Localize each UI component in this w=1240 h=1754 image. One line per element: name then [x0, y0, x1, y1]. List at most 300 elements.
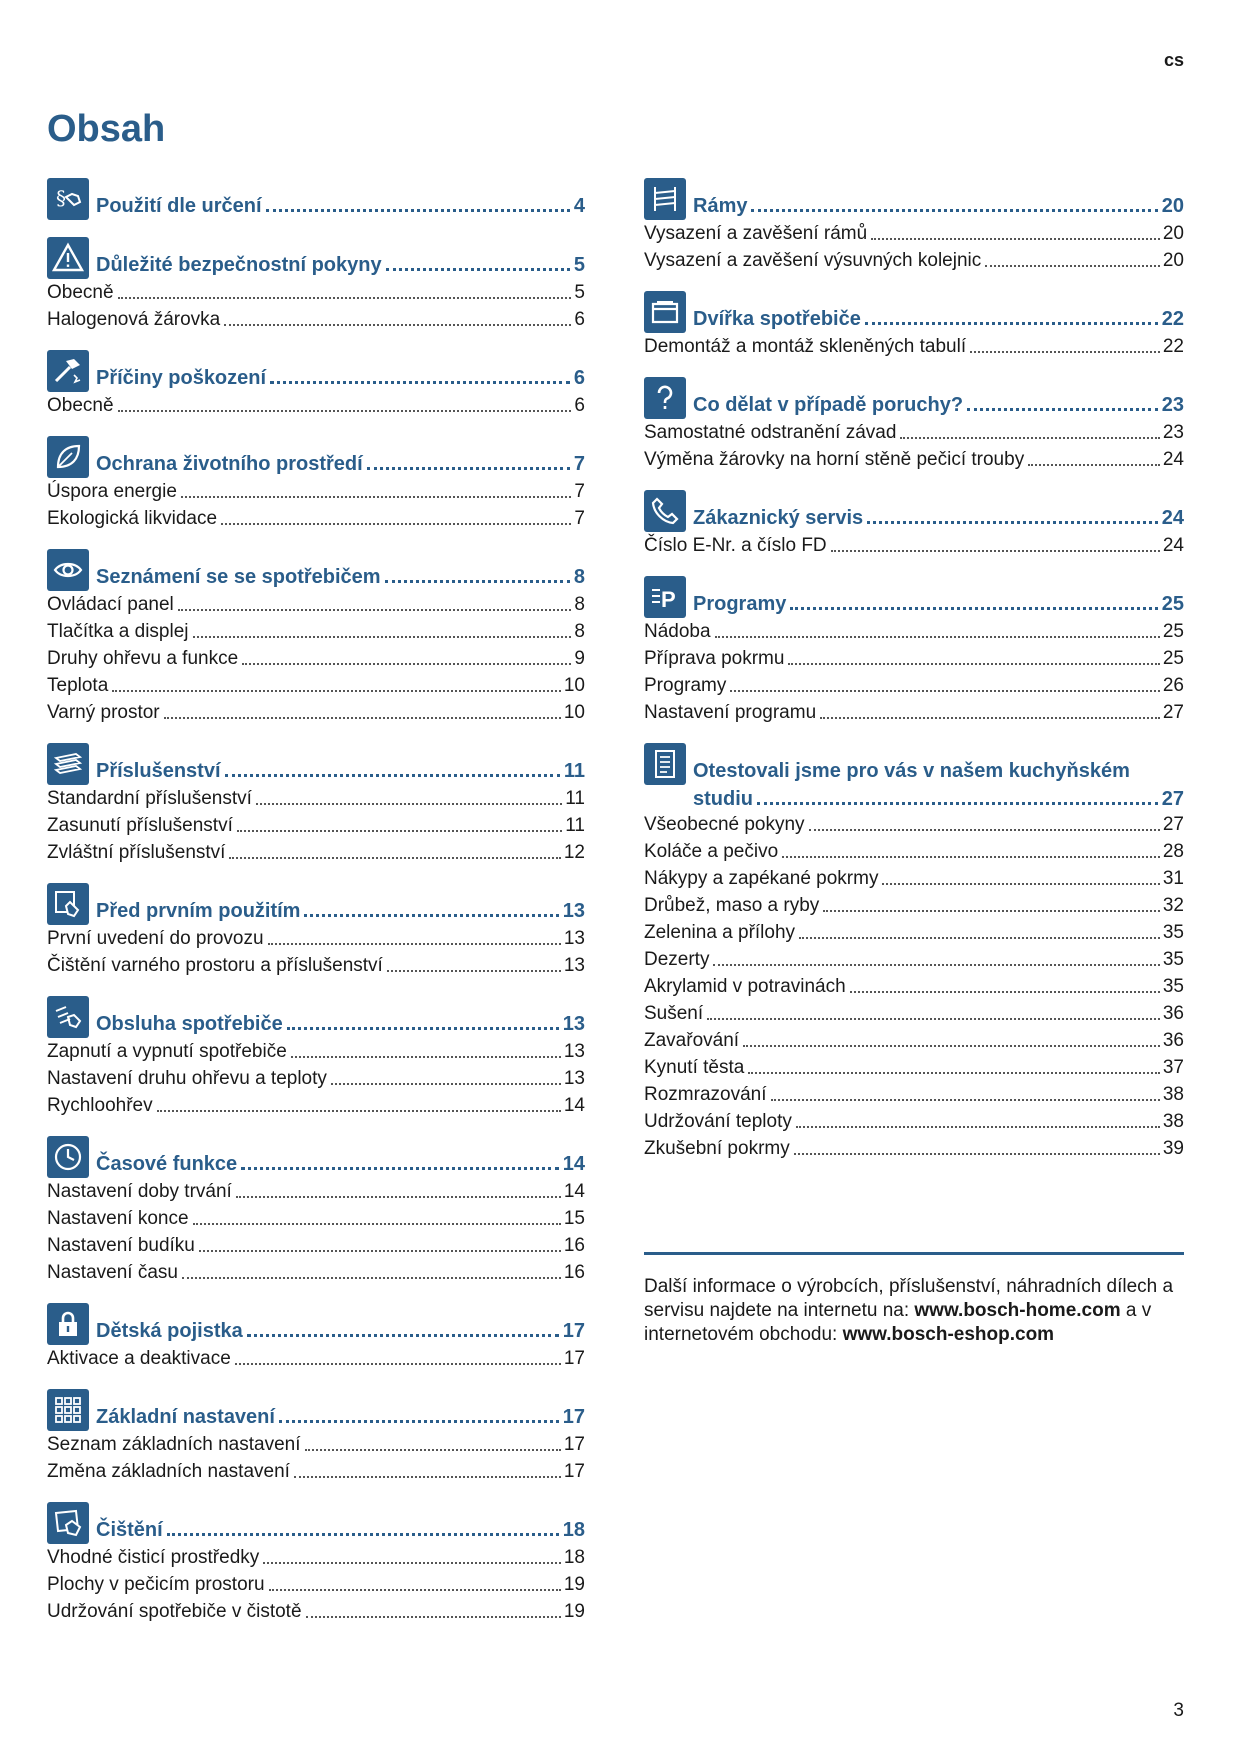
dot-leader	[178, 609, 572, 611]
toc-entry-label: Samostatné odstranění závad	[644, 422, 897, 443]
toc-section-title: Seznámení se se spotřebičem	[96, 566, 381, 588]
toc-entry[interactable]	[644, 220, 1184, 247]
toc-entry-page: 23	[1162, 422, 1184, 443]
toc-section	[47, 348, 585, 419]
eye-icon	[47, 549, 89, 591]
dot-leader	[799, 937, 1160, 939]
toc-section-page: 17	[562, 1406, 585, 1428]
toc-section-title: Programy	[693, 593, 787, 615]
toc-section	[47, 881, 585, 979]
toc-section-title: Důležité bezpečnostní pokyny	[96, 254, 382, 276]
toc-section-heading[interactable]	[47, 741, 585, 785]
toc-section-heading[interactable]	[644, 488, 1184, 532]
toc-entry-page: 13	[563, 1068, 585, 1089]
toc-entry[interactable]	[47, 952, 585, 979]
dot-leader	[386, 268, 570, 271]
dot-leader	[266, 209, 570, 212]
toc-entry-page: 8	[574, 594, 585, 615]
toc-entry-label: Obecně	[47, 395, 114, 416]
toc-section-title: Příslušenství	[96, 760, 221, 782]
toc-entry-page: 6	[574, 395, 585, 416]
toc-section-heading[interactable]	[47, 994, 585, 1038]
toc-entry-label: Udržování teploty	[644, 1111, 792, 1132]
toc-entry-page: 16	[563, 1262, 585, 1283]
toc-entry[interactable]	[644, 1081, 1184, 1108]
toc-entry-label: Akrylamid v potravinách	[644, 976, 846, 997]
dot-leader	[900, 437, 1159, 439]
toc-entry[interactable]	[47, 1038, 585, 1065]
phone-icon	[644, 490, 686, 532]
toc-section	[47, 235, 585, 333]
toc-entry[interactable]	[644, 247, 1184, 274]
toc-section-heading[interactable]	[47, 235, 585, 279]
toc-section	[644, 289, 1184, 360]
toc-section-heading[interactable]	[47, 547, 585, 591]
toc-entry-page: 32	[1162, 895, 1184, 916]
toc-entry-page: 13	[563, 1041, 585, 1062]
dot-leader	[304, 914, 558, 917]
dot-leader	[182, 1277, 561, 1279]
toc-entry[interactable]	[644, 672, 1184, 699]
info-box	[644, 1252, 1184, 1347]
toc-entry-label: Změna základních nastavení	[47, 1461, 290, 1482]
toc-section-page: 18	[562, 1519, 585, 1541]
toc-entry[interactable]	[47, 1571, 585, 1598]
toc-entry-label: Rozmrazování	[644, 1084, 767, 1105]
operation-hand-icon	[47, 996, 89, 1038]
toc-entry[interactable]	[47, 672, 585, 699]
toc-section	[644, 375, 1184, 473]
toc-section	[47, 434, 585, 532]
toc-entry-page: 7	[574, 508, 585, 529]
toc-section-heading[interactable]	[47, 1500, 585, 1544]
toc-entry[interactable]	[644, 1135, 1184, 1162]
toc-entry-page: 11	[565, 788, 585, 809]
toc-section	[47, 1301, 585, 1372]
toc-entry[interactable]	[47, 699, 585, 726]
toc-entry-page: 35	[1162, 949, 1184, 970]
toc-section-page: 5	[573, 254, 585, 276]
dot-leader	[823, 910, 1160, 912]
toc-entry-page: 10	[563, 702, 585, 723]
toc-section-title: Otestovali jsme pro vás v našem kuchyňském	[693, 760, 1130, 782]
toc-section-page: 23	[1161, 394, 1184, 416]
toc-section-heading[interactable]	[47, 434, 585, 478]
toc-entry-label: Sušení	[644, 1003, 704, 1024]
dot-leader	[193, 636, 572, 638]
toc-section	[47, 1387, 585, 1485]
toc-entry-page: 38	[1162, 1111, 1184, 1132]
toc-section-title: Základní nastavení	[96, 1406, 275, 1428]
toc-section-heading[interactable]	[47, 1134, 585, 1178]
toc-entry-label: Číslo E-Nr. a číslo FD	[644, 535, 827, 556]
toc-entry-page: 28	[1162, 841, 1184, 862]
toc-entry-page: 26	[1162, 675, 1184, 696]
toc-section-heading[interactable]	[47, 1301, 585, 1345]
dot-leader	[788, 663, 1159, 665]
dot-leader	[247, 1334, 559, 1337]
toc-section-heading[interactable]	[47, 176, 585, 220]
toc-entry-label: Standardní příslušenství	[47, 788, 252, 809]
toc-entry-page: 17	[563, 1434, 585, 1455]
toc-entry-page: 13	[563, 928, 585, 949]
dot-leader	[1028, 464, 1160, 466]
toc-section-page: 24	[1161, 507, 1184, 529]
oven-door-icon	[644, 291, 686, 333]
toc-entry-page: 37	[1162, 1057, 1184, 1078]
toc-entry-page: 8	[574, 621, 585, 642]
page-number: 3	[1173, 1700, 1184, 1721]
toc-entry-page: 11	[565, 815, 585, 836]
toc-entry[interactable]	[644, 811, 1184, 838]
toc-section-title: Rámy	[693, 195, 748, 217]
dot-leader	[225, 774, 560, 777]
dot-leader	[181, 496, 572, 498]
dot-leader	[882, 883, 1159, 885]
toc-section-page: 13	[562, 900, 585, 922]
svg-text:P: P	[661, 587, 676, 612]
dot-leader	[287, 1027, 559, 1030]
toc-entry-page: 15	[563, 1208, 585, 1229]
toc-section-title: Použití dle určení	[96, 195, 262, 217]
clock-icon	[47, 1136, 89, 1178]
dot-leader	[751, 209, 1157, 212]
toc-entry-label: Všeobecné pokyny	[644, 814, 805, 835]
toc-section-page: 27	[1161, 788, 1184, 810]
toc-entry-page: 24	[1162, 449, 1184, 470]
dot-leader	[790, 607, 1157, 610]
toc-entry[interactable]	[47, 785, 585, 812]
toc-entry[interactable]	[644, 618, 1184, 645]
dot-leader	[242, 663, 571, 665]
dot-leader	[865, 322, 1158, 325]
toc-section-page: 8	[573, 566, 585, 588]
dot-leader	[235, 1363, 561, 1365]
bosch-eshop-link[interactable]: www.bosch-eshop.com	[842, 1324, 1055, 1345]
toc-section-heading[interactable]	[644, 176, 1184, 220]
dot-leader	[229, 857, 560, 859]
toc-entry-page: 12	[563, 842, 585, 863]
toc-entry-label: Vysazení a zavěšení výsuvných kolejnic	[644, 250, 982, 271]
dot-leader	[279, 1420, 559, 1423]
toc-section-heading[interactable]	[644, 741, 1184, 785]
dot-leader	[294, 1476, 561, 1478]
toc-entry-label: Úspora energie	[47, 481, 177, 502]
dot-leader	[771, 1099, 1160, 1101]
toc-section-heading[interactable]	[644, 574, 1184, 618]
dot-leader	[850, 991, 1160, 993]
toc-section-title-cont: studiu	[693, 788, 753, 810]
toc-entry-label: Nastavení budíku	[47, 1235, 195, 1256]
toc-entry[interactable]	[644, 919, 1184, 946]
toc-entry-label: Čištění varného prostoru a příslušenství	[47, 955, 383, 976]
svg-text:§: §	[56, 186, 66, 210]
toc-section	[644, 574, 1184, 726]
dot-leader	[263, 1562, 561, 1564]
toc-entry-label: Zasunutí příslušenství	[47, 815, 233, 836]
toc-left-column	[47, 176, 585, 1640]
toc-entry-label: Druhy ohřevu a funkce	[47, 648, 239, 669]
toc-entry[interactable]	[644, 1000, 1184, 1027]
dot-leader	[820, 717, 1160, 719]
toc-section	[644, 176, 1184, 274]
programs-icon	[644, 576, 686, 618]
dot-leader	[794, 1153, 1160, 1155]
dot-leader	[796, 1126, 1160, 1128]
toc-entry[interactable]	[47, 279, 585, 306]
dot-leader	[707, 1018, 1160, 1020]
toc-entry-page: 19	[563, 1601, 585, 1622]
toc-entry-label: Nastavení času	[47, 1262, 178, 1283]
toc-entry[interactable]	[47, 1205, 585, 1232]
toc-section-title: Obsluha spotřebiče	[96, 1013, 283, 1035]
toc-entry-label: Tlačítka a displej	[47, 621, 189, 642]
toc-section	[47, 1134, 585, 1286]
toc-entry[interactable]	[47, 812, 585, 839]
dot-leader	[985, 265, 1160, 267]
toc-entry-page: 14	[563, 1181, 585, 1202]
toc-section-heading[interactable]	[47, 1387, 585, 1431]
rails-icon	[644, 178, 686, 220]
toc-entry[interactable]	[644, 1054, 1184, 1081]
toc-entry-label: Demontáž a montáž skleněných tabulí	[644, 336, 967, 357]
toc-entry[interactable]	[47, 306, 585, 333]
toc-entry-page: 16	[563, 1235, 585, 1256]
toc-section-title: Časové funkce	[96, 1153, 238, 1175]
toc-entry-page: 20	[1162, 223, 1184, 244]
toc-entry-label: Nastavení doby trvání	[47, 1181, 232, 1202]
toc-entry[interactable]	[47, 591, 585, 618]
toc-entry-page: 27	[1162, 814, 1184, 835]
toc-entry[interactable]	[47, 1598, 585, 1625]
toc-section-heading[interactable]	[47, 348, 585, 392]
toc-entry[interactable]	[644, 946, 1184, 973]
toc-section-page: 11	[563, 760, 585, 782]
toc-entry-label: Nádoba	[644, 621, 711, 642]
bosch-home-link[interactable]: www.bosch-home.com	[914, 1300, 1121, 1321]
toc-entry[interactable]	[47, 839, 585, 866]
recipe-book-icon	[644, 743, 686, 785]
toc-section-title: Ochrana životního prostředí	[96, 453, 363, 475]
toc-section-page: 20	[1161, 195, 1184, 217]
toc-entry[interactable]	[47, 392, 585, 419]
dot-leader	[224, 324, 571, 326]
toc-entry[interactable]	[644, 865, 1184, 892]
toc-section-heading[interactable]	[644, 375, 1184, 419]
toc-entry-page: 6	[574, 309, 585, 330]
toc-entry-label: Plochy v pečicím prostoru	[47, 1574, 265, 1595]
toc-entry-page: 24	[1162, 535, 1184, 556]
warning-triangle-icon	[47, 237, 89, 279]
dot-leader	[118, 410, 572, 412]
paragraph-hand-icon	[47, 178, 89, 220]
toc-entry-label: Nastavení konce	[47, 1208, 189, 1229]
toc-entry-label: Aktivace a deaktivace	[47, 1348, 231, 1369]
toc-entry-label: Nastavení druhu ohřevu a teploty	[47, 1068, 327, 1089]
toc-section-title: Dvířka spotřebiče	[693, 308, 861, 330]
toc-section-title: Před prvním použitím	[96, 900, 301, 922]
dot-leader	[237, 830, 562, 832]
language-code: cs	[1163, 50, 1184, 70]
toc-entry-page: 31	[1162, 868, 1184, 889]
toc-entry-label: Kynutí těsta	[644, 1057, 745, 1078]
toc-entry[interactable]	[47, 1544, 585, 1571]
toc-entry-label: Zapnutí a vypnutí spotřebiče	[47, 1041, 287, 1062]
toc-entry-page: 39	[1162, 1138, 1184, 1159]
toc-entry-label: Nastavení programu	[644, 702, 817, 723]
dot-leader	[291, 1056, 561, 1058]
dot-leader	[713, 964, 1159, 966]
dot-leader	[193, 1223, 561, 1225]
dot-leader	[967, 408, 1158, 411]
toc-entry-page: 10	[563, 675, 585, 696]
toc-entry-page: 35	[1162, 922, 1184, 943]
toc-entry-label: Výměna žárovky na horní stěně pečicí trouby	[644, 449, 1025, 470]
dot-leader	[118, 297, 572, 299]
dot-leader	[167, 1533, 559, 1536]
toc-entry[interactable]	[47, 925, 585, 952]
info-text: Další informace o výrobcích, příslušenství, náhradních dílech a servisu najdete na internetu na:	[644, 1276, 1174, 1321]
toc-entry[interactable]	[644, 1027, 1184, 1054]
toc-entry-page: 5	[574, 282, 585, 303]
toc-entry[interactable]	[47, 1345, 585, 1372]
toc-entry-label: První uvedení do provozu	[47, 928, 264, 949]
dot-leader	[867, 521, 1158, 524]
toc-entry[interactable]	[47, 1092, 585, 1119]
toc-entry[interactable]	[47, 645, 585, 672]
dot-leader	[385, 580, 570, 583]
toc-section-page: 4	[573, 195, 585, 217]
toc-section-page: 13	[562, 1013, 585, 1035]
dot-leader	[157, 1110, 561, 1112]
toc-entry[interactable]	[47, 1458, 585, 1485]
toc-section-title: Příčiny poškození	[96, 367, 267, 389]
question-icon	[644, 377, 686, 419]
toc-entry-label: Vysazení a zavěšení rámů	[644, 223, 868, 244]
toc-section	[47, 994, 585, 1119]
dot-leader	[782, 856, 1160, 858]
toc-entry-page: 25	[1162, 621, 1184, 642]
toc-section	[47, 741, 585, 866]
toc-entry-label: Koláče a pečivo	[644, 841, 779, 862]
dot-leader	[757, 802, 1158, 805]
toc-entry-page: 38	[1162, 1084, 1184, 1105]
toc-entry[interactable]	[47, 1178, 585, 1205]
dot-leader	[236, 1196, 561, 1198]
toc-entry-page: 35	[1162, 976, 1184, 997]
toc-entry-label: Drůbež, maso a ryby	[644, 895, 820, 916]
toc-entry-page: 17	[563, 1348, 585, 1369]
toc-entry[interactable]	[644, 838, 1184, 865]
toc-entry[interactable]	[47, 618, 585, 645]
toc-entry-label: Dezerty	[644, 949, 710, 970]
dot-leader	[715, 636, 1160, 638]
dot-leader	[831, 550, 1160, 552]
toc-entry[interactable]	[47, 478, 585, 505]
toc-entry-page: 25	[1162, 648, 1184, 669]
toc-entry[interactable]	[47, 1431, 585, 1458]
toc-entry-label: Teplota	[47, 675, 109, 696]
toc-entry-page: 19	[563, 1574, 585, 1595]
toc-section-heading-cont[interactable]	[644, 785, 1184, 811]
dot-leader	[199, 1250, 561, 1252]
toc-entry-page: 27	[1162, 702, 1184, 723]
toc-entry[interactable]	[47, 1065, 585, 1092]
toc-section-title: Zákaznický servis	[693, 507, 864, 529]
info-text-2: a v internetovém obchodu:	[644, 1300, 1152, 1345]
toc-entry-label: Vhodné čisticí prostředky	[47, 1547, 260, 1568]
dot-leader	[743, 1045, 1160, 1047]
toc-entry-label: Programy	[644, 675, 727, 696]
toc-section-title: Dětská pojistka	[96, 1320, 243, 1342]
toc-entry[interactable]	[47, 505, 585, 532]
dot-leader	[306, 1616, 561, 1618]
toc-entry[interactable]	[644, 419, 1184, 446]
toc-entry-page: 36	[1162, 1030, 1184, 1051]
toc-entry-label: Varný prostor	[47, 702, 160, 723]
dot-leader	[268, 943, 561, 945]
toc-entry-label: Rychloohřev	[47, 1095, 153, 1116]
dot-leader	[305, 1449, 561, 1451]
damage-hammer-icon	[47, 350, 89, 392]
toc-entry[interactable]	[644, 532, 1184, 559]
toc-section-page: 6	[573, 367, 585, 389]
toc-entry[interactable]	[47, 1259, 585, 1286]
toc-entry-page: 17	[563, 1461, 585, 1482]
toc-section-heading[interactable]	[47, 881, 585, 925]
toc-entry-label: Nákypy a zapékané pokrmy	[644, 868, 879, 889]
toc-entry-page: 18	[563, 1547, 585, 1568]
toc-section-heading[interactable]	[644, 289, 1184, 333]
toc-section	[644, 488, 1184, 559]
toc-entry-label: Příprava pokrmu	[644, 648, 785, 669]
toc-section	[47, 1500, 585, 1625]
dot-leader	[367, 467, 570, 470]
toc-entry-label: Zvláštní příslušenství	[47, 842, 226, 863]
dot-leader	[256, 803, 562, 805]
toc-entry[interactable]	[644, 333, 1184, 360]
toc-entry-page: 9	[574, 648, 585, 669]
toc-entry-label: Ovládací panel	[47, 594, 174, 615]
toc-entry[interactable]	[644, 1108, 1184, 1135]
toc-entry[interactable]	[644, 973, 1184, 1000]
dot-leader	[112, 690, 561, 692]
toc-right-column	[644, 176, 1184, 1177]
dot-leader	[269, 1589, 561, 1591]
toc-entry[interactable]	[644, 645, 1184, 672]
toc-section-title: Čištění	[96, 1519, 163, 1541]
dot-leader	[871, 238, 1160, 240]
toc-section-title: Co dělat v případě poruchy?	[693, 394, 964, 416]
toc-entry[interactable]	[644, 892, 1184, 919]
first-use-hand-icon	[47, 883, 89, 925]
toc-section-page: 14	[562, 1153, 585, 1175]
toc-section-page: 22	[1161, 308, 1184, 330]
toc-entry[interactable]	[644, 446, 1184, 473]
dot-leader	[970, 351, 1160, 353]
toc-entry-page: 13	[563, 955, 585, 976]
toc-entry-label: Zkušební pokrmy	[644, 1138, 790, 1159]
toc-entry[interactable]	[47, 1232, 585, 1259]
toc-entry-page: 22	[1162, 336, 1184, 357]
dot-leader	[809, 829, 1160, 831]
toc-entry[interactable]	[644, 699, 1184, 726]
dot-leader	[241, 1167, 559, 1170]
dot-leader	[748, 1072, 1160, 1074]
leaf-icon	[47, 436, 89, 478]
page-title: Obsah	[47, 108, 166, 150]
accessories-trays-icon	[47, 743, 89, 785]
